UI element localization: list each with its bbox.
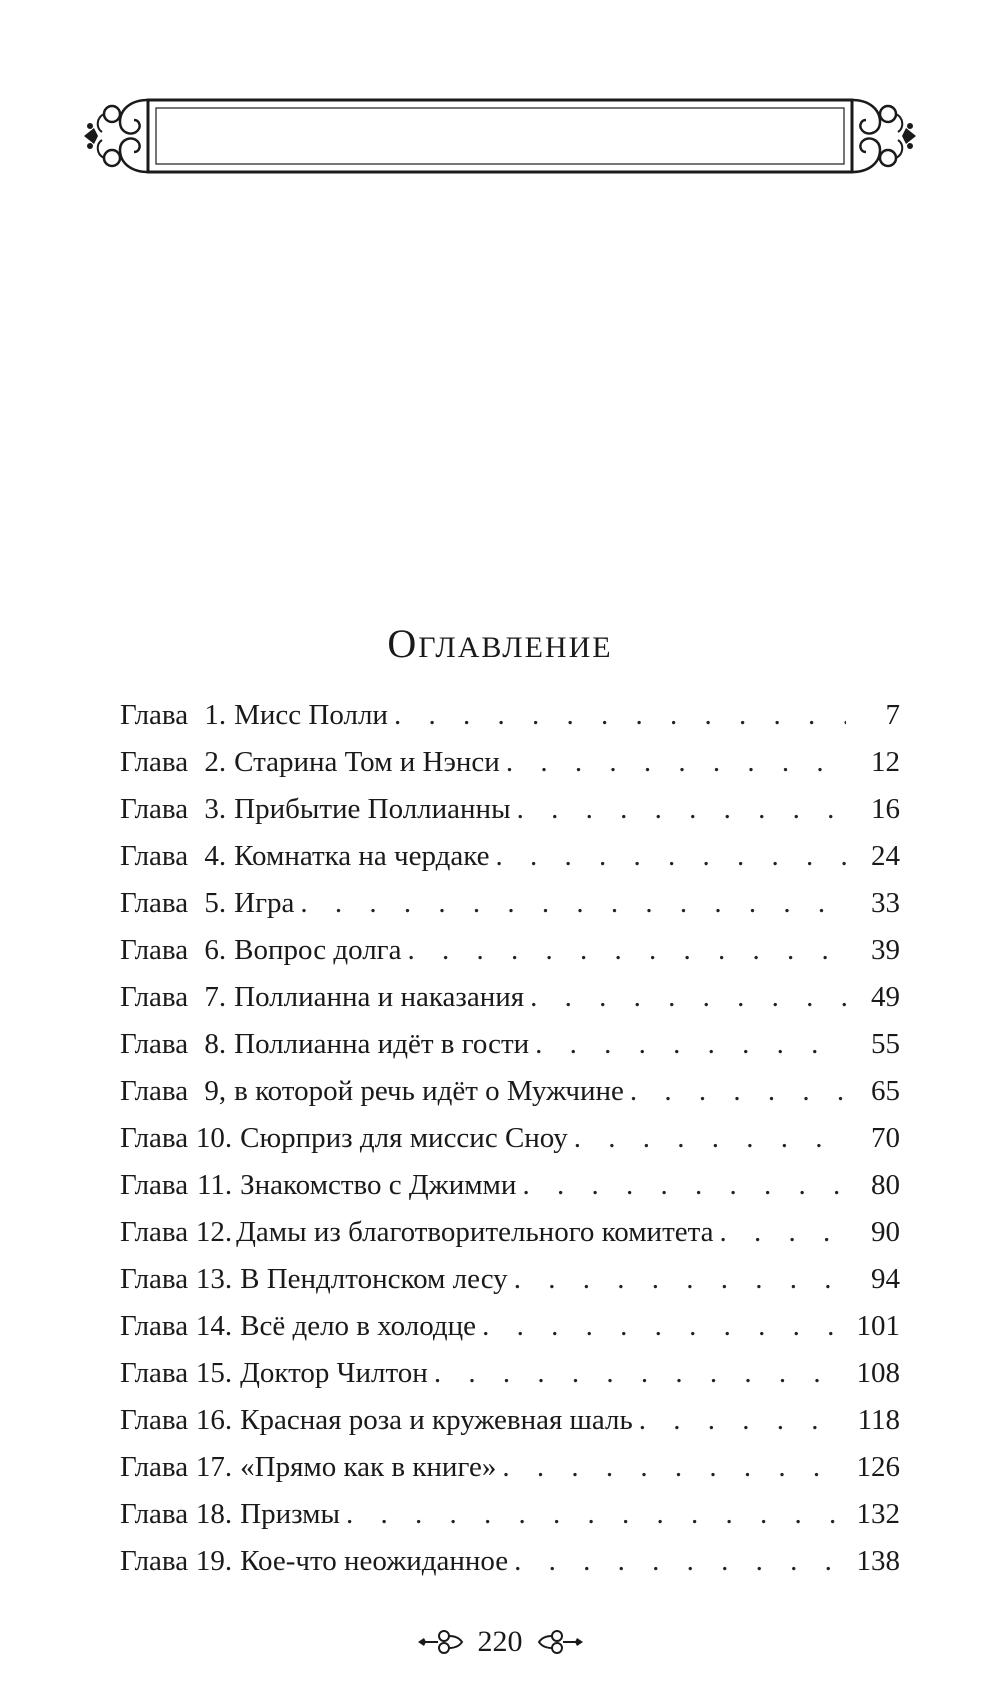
toc-page-number: 94 [871,1263,900,1295]
toc-page-number: 12 [871,746,900,778]
toc-row [120,1212,900,1259]
toc-chapter-label [120,742,226,782]
toc-chapter-prefix: Глава [120,840,189,872]
toc-dot-leader [394,695,846,735]
toc-chapter-prefix: Глава [120,1216,189,1248]
toc-chapter-label [120,1212,232,1252]
toc-dot-leader [407,930,846,970]
toc-page-number: 49 [871,981,900,1013]
toc-dot-leader [434,1353,846,1393]
toc-chapter-prefix: Глава [120,934,189,966]
toc-chapter-title: Старина Том и Нэнси [234,746,500,778]
toc-chapter-title: Игра [234,887,295,919]
toc-page-number: 132 [856,1498,900,1530]
toc-chapter-prefix: Глава [120,1169,189,1201]
toc-dot-leader [574,1118,846,1158]
toc-page-number: 55 [871,1028,900,1060]
toc-row [120,1071,900,1118]
toc-dot-leader [502,1447,846,1487]
page-number: 220 [477,1625,523,1658]
toc-chapter-title: Сюрприз для миссис Сноу [240,1122,568,1154]
toc-chapter-number: 8. [204,1028,227,1060]
toc-chapter-number: 19. [195,1545,233,1577]
toc-dot-leader [720,1212,846,1252]
toc-dot-leader [300,883,846,923]
toc-row [120,1165,900,1212]
toc-heading-rest: ГЛАВЛЕНИЕ [418,631,613,664]
toc-chapter-number: 16. [195,1404,233,1436]
toc-row [120,1353,900,1400]
toc-chapter-title: В Пендлтонском лесу [240,1263,508,1295]
toc-chapter-title: Поллианна и наказания [234,981,525,1013]
toc-dot-leader [517,789,846,829]
header-ornament-frame [80,88,920,184]
toc-dot-leader [514,1541,846,1581]
toc-chapter-prefix: Глава [120,1451,189,1483]
toc-row [120,1118,900,1165]
toc-row [120,1400,900,1447]
toc-row [120,789,900,836]
toc-heading-initial: О [387,621,419,666]
toc-page-number: 126 [856,1451,900,1483]
toc-chapter-title: Поллианна идёт в гости [234,1028,530,1060]
toc-chapter-prefix: Глава [120,887,189,919]
toc-dot-leader [496,836,847,876]
toc-chapter-prefix: Глава [120,699,189,731]
toc-chapter-label [120,1071,226,1111]
toc-chapter-prefix: Глава [120,1357,189,1389]
toc-chapter-number: 4. [204,840,227,872]
toc-chapter-prefix: Глава [120,793,189,825]
toc-chapter-title: Мисс Полли [234,699,388,731]
toc-chapter-number: 3. [204,793,227,825]
toc-row [120,695,900,742]
toc-chapter-label [120,930,226,970]
toc-dot-leader [506,742,846,782]
toc-chapter-label [120,1541,232,1581]
toc-row [120,1259,900,1306]
page-footer [0,1625,1000,1659]
toc-chapter-label [120,836,226,876]
toc-heading [0,620,1000,667]
toc-chapter-title: в которой речь идёт о Мужчине [234,1075,624,1107]
toc-chapter-prefix: Глава [120,1404,189,1436]
toc-chapter-number: 1. [204,699,227,731]
toc-row [120,836,900,883]
toc-row [120,1447,900,1494]
toc-chapter-number: 17. [195,1451,233,1483]
toc-row [120,742,900,789]
toc-chapter-number: 9, [204,1075,227,1107]
toc-chapter-number: 13. [195,1263,233,1295]
toc-chapter-title: Комнатка на чердаке [234,840,490,872]
toc-row [120,1494,900,1541]
toc-chapter-number: 18. [195,1498,233,1530]
toc-row [120,883,900,930]
toc-dot-leader [346,1494,846,1534]
toc-chapter-prefix: Глава [120,1075,189,1107]
toc-page-number: 108 [856,1357,900,1389]
toc-page-number: 16 [871,793,900,825]
toc-chapter-prefix: Глава [120,1545,189,1577]
toc-chapter-title: Знакомство с Джимми [240,1169,517,1201]
toc-chapter-title: Кое-что неожиданное [240,1545,509,1577]
toc-chapter-title: Всё дело в холодце [240,1310,477,1342]
toc-chapter-title: «Прямо как в книге» [240,1451,497,1483]
toc-chapter-prefix: Глава [120,1263,189,1295]
toc-chapter-prefix: Глава [120,1122,189,1154]
toc-chapter-label [120,883,226,923]
toc-dot-leader [530,977,846,1017]
toc-page-number: 39 [871,934,900,966]
toc-page-number: 65 [871,1075,900,1107]
toc-chapter-label [120,695,226,735]
footer-ornament-left-icon [416,1627,466,1657]
toc-row [120,930,900,977]
toc-chapter-label [120,1024,226,1064]
toc-chapter-number: 2. [204,746,227,778]
toc-page-number: 70 [871,1122,900,1154]
table-of-contents [120,695,900,1588]
toc-row [120,977,900,1024]
toc-page-number: 24 [871,840,900,872]
toc-chapter-label [120,1447,232,1487]
toc-page-number: 80 [871,1169,900,1201]
toc-chapter-prefix: Глава [120,1498,189,1530]
toc-chapter-title: Вопрос долга [234,934,402,966]
toc-chapter-label [120,1306,232,1346]
toc-row [120,1541,900,1588]
toc-chapter-label [120,1494,232,1534]
toc-page-number: 118 [857,1404,900,1436]
toc-dot-leader [639,1400,846,1440]
toc-chapter-number: 10. [195,1122,233,1154]
toc-chapter-title: Красная роза и кружевная шаль [240,1404,633,1436]
toc-row [120,1024,900,1071]
toc-page-number: 33 [871,887,900,919]
toc-chapter-prefix: Глава [120,746,189,778]
toc-chapter-title: Призмы [240,1498,340,1530]
toc-chapter-label [120,977,226,1017]
toc-chapter-prefix: Глава [120,1028,189,1060]
toc-chapter-label [120,1353,232,1393]
toc-chapter-title: Доктор Чилтон [240,1357,428,1389]
toc-dot-leader [522,1165,846,1205]
toc-chapter-label [120,1400,232,1440]
toc-chapter-label [120,1165,232,1205]
toc-chapter-number: 12. [195,1216,233,1248]
toc-dot-leader [630,1071,846,1111]
toc-chapter-prefix: Глава [120,1310,189,1342]
toc-chapter-number: 15. [195,1357,233,1389]
toc-chapter-title: Прибытие Поллианны [234,793,511,825]
toc-dot-leader [482,1306,846,1346]
toc-chapter-number: 6. [204,934,227,966]
toc-chapter-label [120,1118,232,1158]
toc-page-number: 138 [856,1545,900,1577]
footer-ornament-right-icon [535,1627,585,1657]
toc-chapter-title: Дамы из благотворительного комитета [236,1216,714,1248]
toc-chapter-number: 7. [204,981,227,1013]
toc-row [120,1306,900,1353]
toc-dot-leader [535,1024,846,1064]
toc-chapter-number: 14. [195,1310,233,1342]
toc-chapter-label [120,1259,232,1299]
toc-chapter-number: 11. [196,1169,233,1201]
toc-dot-leader [514,1259,846,1299]
toc-page-number: 90 [871,1216,900,1248]
toc-page-number: 7 [885,699,900,731]
toc-page-number: 101 [856,1310,900,1342]
toc-chapter-label [120,789,226,829]
toc-chapter-prefix: Глава [120,981,189,1013]
toc-chapter-number: 5. [204,887,227,919]
